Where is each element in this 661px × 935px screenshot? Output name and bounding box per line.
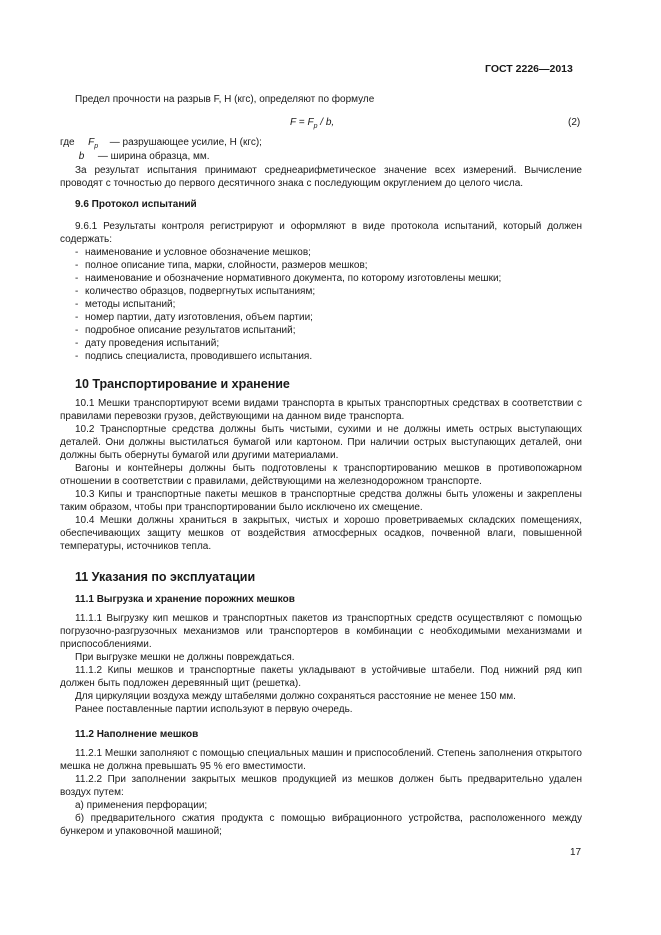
section-10-2: 10.2 Транспортные средства должны быть чистыми, сухими и не должны иметь острых выступающих деталей. Они должны выстилаться бумагой или картоном. При наличии острых выступающих деталей, они должны быть обернуты бумагой или другими материалами. xyxy=(60,424,582,461)
section-10-4: 10.4 Мешки должны храниться в закрытых, чистых и хорошо проветриваемых складских помещениях, обеспечивающих защиту мешков от воздействия атмосферных осадков, почвенной влаги, повышенной температуры, источников тепла. xyxy=(60,515,582,552)
formula-sub: р xyxy=(313,123,318,130)
section-11-1-1-b: При выгрузке мешки не должны повреждаться. xyxy=(75,652,295,663)
def2-var: b xyxy=(78,151,85,162)
section-11-title: 11 Указания по эксплуатации xyxy=(75,570,256,584)
section-9-6-title: 9.6 Протокол испытаний xyxy=(75,199,197,210)
section-11-1-2-c: Ранее поставленные партии используют в первую очередь. xyxy=(75,704,353,715)
standard-header: ГОСТ 2226—2013 xyxy=(485,63,573,75)
list-item: - номер партии, дату изготовления, объем партии; xyxy=(75,312,313,323)
definition-row-2 xyxy=(60,150,460,163)
section-11-2-2-b: б) предварительного сжатия продукта с помощью вибрационного устройства, расположенного между бункером и упаковочной машиной; xyxy=(60,813,582,837)
section-11-1-1: 11.1.1 Выгрузку кип мешков и транспортных пакетов из транспортных средств осуществляют с помощью погрузочно-разгрузочных механизмов или транспортеров в комбинации с необходимыми механизмами и приспособлениями. xyxy=(60,613,582,650)
list-item: - дату проведения испытаний; xyxy=(75,338,220,349)
result-paragraph-block xyxy=(60,164,582,190)
section-9-6 xyxy=(60,198,582,363)
def1-var: $F_р$ xyxy=(88,137,99,150)
strength-intro xyxy=(60,93,582,106)
section-9-6-1: 9.6.1 Результаты контроля регистрируют и оформляют в виде протокола испытаний, который должен содержать: xyxy=(60,221,582,245)
where-label: где xyxy=(60,137,75,148)
def1-text: — разрушающее усилие, Н (кгс); xyxy=(109,137,262,148)
section-10 xyxy=(60,377,582,553)
list-item: - подпись специалиста, проводившего испытания. xyxy=(75,351,313,362)
formula-eq: = xyxy=(296,117,308,128)
list-item: - количество образцов, подвергнутых испытаниям; xyxy=(75,286,316,297)
section-11-2-2: 11.2.2 При заполнении закрытых мешков продукцией из мешков должен быть предварительно удален воздух путем: xyxy=(60,774,582,798)
section-11-1-2-b: Для циркуляции воздуха между штабелями должно сохраняться расстояние не менее 150 мм. xyxy=(75,691,516,702)
result-paragraph: За результат испытания принимают среднеарифметическое значение всех измерений. Вычисление проводят с точностью до первого десятичного знака с последующим округлением до целого числа. xyxy=(60,165,582,189)
formula-number: (2) xyxy=(568,117,581,128)
section-10-2-cont: Вагоны и контейнеры должны быть подготовлены к транспортированию мешков в противопожарном отношении в соответствии с правилами, действующими на железнодорожном транспорте. xyxy=(60,463,582,487)
strength-line: Предел прочности на разрыв F, Н (кгс), определяют по формуле xyxy=(75,94,375,105)
formula xyxy=(290,116,334,133)
page-number: 17 xyxy=(570,847,582,858)
list-item: - полное описание типа, марки, слойности, размеров мешков; xyxy=(75,260,368,271)
section-10-1: 10.1 Мешки транспортируют всеми видами транспорта в крытых транспортных средствах в соответствии с правилами перевозки грузов, действующими на данном виде транспорта. xyxy=(60,398,582,422)
list-item: - наименование и обозначение нормативного документа, по которому изготовлены мешки; xyxy=(75,273,502,284)
section-11-2-1: 11.2.1 Мешки заполняют с помощью специальных машин и приспособлений. Степень заполнения открытого мешка не должна превышать 95 % его вместимости. xyxy=(60,748,582,772)
section-11-2-title: 11.2 Наполнение мешков xyxy=(75,729,199,740)
list-item: - методы испытаний; xyxy=(75,299,176,310)
section-10-title: 10 Транспортирование и хранение xyxy=(75,377,290,391)
list-item: - подробное описание результатов испытаний; xyxy=(75,325,296,336)
section-11-1-2: 11.1.2 Кипы мешков и транспортные пакеты укладывают в устойчивые штабели. Под нижний ряд кип должен быть подложен деревянный щит (решетка). xyxy=(60,665,582,689)
section-11 xyxy=(60,570,582,838)
section-11-1-title: 11.1 Выгрузка и хранение порожних мешков xyxy=(75,594,295,605)
section-11-2-2-a: а) применения перфорации; xyxy=(75,800,208,811)
formula-lhs: F xyxy=(290,117,297,128)
def2-text: — ширина образца, мм. xyxy=(97,151,210,162)
formula-rest: / b, xyxy=(317,117,335,128)
protocol-list xyxy=(60,246,582,363)
list-item: - наименование и условное обозначение мешков; xyxy=(75,247,311,258)
section-10-3: 10.3 Кипы и транспортные пакеты мешков в транспортные средства должны быть уложены и закреплены таким образом, чтобы при транспортировании было исключено их смещение. xyxy=(60,489,582,513)
formula-var: F xyxy=(307,117,314,128)
